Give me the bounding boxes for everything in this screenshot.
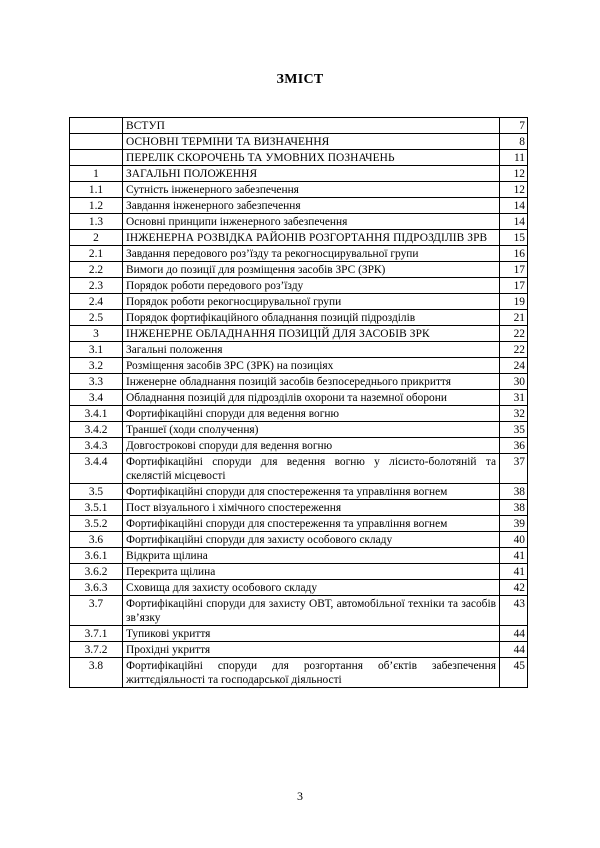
toc-section-title: Порядок фортифікаційного обладнання позицій підрозділів (123, 310, 500, 326)
toc-page-number: 16 (500, 246, 528, 262)
toc-section-title: Фортифікаційні споруди для спостереження та управління вогнем (123, 516, 500, 532)
toc-row (70, 182, 528, 198)
toc-row (70, 278, 528, 294)
toc-row (70, 438, 528, 454)
toc-page-number: 32 (500, 406, 528, 422)
toc-section-title: Загальні положення (123, 342, 500, 358)
table-of-contents (69, 117, 528, 688)
toc-section-title: Відкрита щілина (123, 548, 500, 564)
toc-section-title: Фортифікаційні споруди для ведення вогню у лісисто-болотяній та скелястій місцевості (123, 454, 500, 484)
toc-section-number: 3.6.1 (70, 548, 123, 564)
toc-row (70, 548, 528, 564)
toc-section-number: 1.3 (70, 214, 123, 230)
toc-row (70, 516, 528, 532)
toc-page-number: 8 (500, 134, 528, 150)
toc-section-number: 3.6.3 (70, 580, 123, 596)
toc-section-title: Розміщення засобів ЗРС (ЗРК) на позиціях (123, 358, 500, 374)
toc-section-title: ПЕРЕЛІК СКОРОЧЕНЬ ТА УМОВНИХ ПОЗНАЧЕНЬ (123, 150, 500, 166)
toc-page-number: 41 (500, 564, 528, 580)
toc-section-title: Фортифікаційні споруди для захисту особового складу (123, 532, 500, 548)
toc-row (70, 500, 528, 516)
toc-section-title: Траншеї (ходи сполучення) (123, 422, 500, 438)
toc-row (70, 326, 528, 342)
toc-section-title: ЗАГАЛЬНІ ПОЛОЖЕННЯ (123, 166, 500, 182)
toc-section-title: ІНЖЕНЕРНЕ ОБЛАДНАННЯ ПОЗИЦІЙ ДЛЯ ЗАСОБІВ ЗРК (123, 326, 500, 342)
toc-section-number: 3.1 (70, 342, 123, 358)
toc-row (70, 150, 528, 166)
toc-page-number: 39 (500, 516, 528, 532)
toc-row (70, 658, 528, 688)
toc-row (70, 484, 528, 500)
toc-row (70, 198, 528, 214)
toc-section-title: ІНЖЕНЕРНА РОЗВІДКА РАЙОНІВ РОЗГОРТАННЯ ПІДРОЗДІЛІВ ЗРВ (123, 230, 500, 246)
page-number: 3 (297, 789, 303, 803)
toc-section-number: 3.4.3 (70, 438, 123, 454)
toc-section-title: Сутність інженерного забезпечення (123, 182, 500, 198)
toc-page-number: 7 (500, 118, 528, 134)
toc-section-title: Обладнання позицій для підрозділів охорони та наземної оборони (123, 390, 500, 406)
toc-section-number: 2.3 (70, 278, 123, 294)
toc-section-number: 2.1 (70, 246, 123, 262)
toc-section-title: Пост візуального і хімічного спостереження (123, 500, 500, 516)
toc-section-number: 2.4 (70, 294, 123, 310)
toc-section-number: 3.5.1 (70, 500, 123, 516)
toc-section-number: 3.4.1 (70, 406, 123, 422)
toc-page-number: 15 (500, 230, 528, 246)
toc-row (70, 294, 528, 310)
toc-row (70, 596, 528, 626)
toc-section-title: Сховища для захисту особового складу (123, 580, 500, 596)
toc-section-number: 3.7.2 (70, 642, 123, 658)
toc-page-number: 17 (500, 262, 528, 278)
toc-section-title: Порядок роботи передового роз’їзду (123, 278, 500, 294)
page-title: ЗМІСТ (276, 72, 324, 87)
toc-section-number: 3.4.2 (70, 422, 123, 438)
toc-section-number (70, 118, 123, 134)
toc-page-number: 45 (500, 658, 528, 688)
toc-section-number: 3.3 (70, 374, 123, 390)
toc-row (70, 358, 528, 374)
toc-page-number: 43 (500, 596, 528, 626)
toc-section-title: ВСТУП (123, 118, 500, 134)
toc-section-title: Завдання інженерного забезпечення (123, 198, 500, 214)
toc-section-number: 3 (70, 326, 123, 342)
toc-row (70, 422, 528, 438)
toc-row (70, 406, 528, 422)
toc-page-number: 41 (500, 548, 528, 564)
toc-row (70, 626, 528, 642)
toc-section-number: 3.6.2 (70, 564, 123, 580)
toc-section-title: Фортифікаційні споруди для захисту ОВТ, автомобільної техніки та засобів зв’язку (123, 596, 500, 626)
toc-page-number: 31 (500, 390, 528, 406)
toc-row (70, 214, 528, 230)
toc-row (70, 342, 528, 358)
toc-page-number: 42 (500, 580, 528, 596)
toc-page-number: 17 (500, 278, 528, 294)
toc-section-number: 3.7 (70, 596, 123, 626)
toc-page-number: 30 (500, 374, 528, 390)
toc-page-number: 38 (500, 484, 528, 500)
toc-row (70, 564, 528, 580)
toc-section-number: 3.4 (70, 390, 123, 406)
toc-section-number: 2 (70, 230, 123, 246)
toc-row (70, 246, 528, 262)
toc-section-number: 3.5.2 (70, 516, 123, 532)
toc-row (70, 134, 528, 150)
toc-row (70, 454, 528, 484)
toc-section-number (70, 134, 123, 150)
toc-page-number: 14 (500, 198, 528, 214)
toc-section-title: Фортифікаційні споруди для спостереження та управління вогнем (123, 484, 500, 500)
toc-page-number: 24 (500, 358, 528, 374)
toc-page-number: 36 (500, 438, 528, 454)
toc-row (70, 642, 528, 658)
toc-row (70, 390, 528, 406)
toc-page-number: 12 (500, 166, 528, 182)
toc-section-number (70, 150, 123, 166)
toc-page-number: 37 (500, 454, 528, 484)
toc-row (70, 532, 528, 548)
toc-section-number: 3.8 (70, 658, 123, 688)
toc-section-title: Прохідні укриття (123, 642, 500, 658)
toc-section-title: Довгострокові споруди для ведення вогню (123, 438, 500, 454)
toc-row (70, 118, 528, 134)
toc-section-title: Порядок роботи рекогносцирувальної групи (123, 294, 500, 310)
toc-section-title: Завдання передового роз’їзду та рекогносцирувальної групи (123, 246, 500, 262)
toc-section-number: 3.4.4 (70, 454, 123, 484)
toc-body (70, 118, 528, 688)
toc-page-number: 22 (500, 326, 528, 342)
toc-section-number: 3.6 (70, 532, 123, 548)
toc-page-number: 35 (500, 422, 528, 438)
toc-section-title: Інженерне обладнання позицій засобів безпосереднього прикриття (123, 374, 500, 390)
toc-section-number: 1 (70, 166, 123, 182)
toc-section-title: Тупикові укриття (123, 626, 500, 642)
toc-row (70, 230, 528, 246)
toc-page-number: 40 (500, 532, 528, 548)
toc-section-title: Перекрита щілина (123, 564, 500, 580)
toc-page-number: 21 (500, 310, 528, 326)
toc-page-number: 11 (500, 150, 528, 166)
toc-section-title: Основні принципи інженерного забезпечення (123, 214, 500, 230)
toc-page-number: 12 (500, 182, 528, 198)
toc-row (70, 310, 528, 326)
toc-section-number: 2.2 (70, 262, 123, 278)
toc-section-title: ОСНОВНІ ТЕРМІНИ ТА ВИЗНАЧЕННЯ (123, 134, 500, 150)
toc-row (70, 262, 528, 278)
toc-section-number: 3.5 (70, 484, 123, 500)
toc-row (70, 166, 528, 182)
toc-page-number: 22 (500, 342, 528, 358)
toc-section-number: 1.1 (70, 182, 123, 198)
toc-row (70, 580, 528, 596)
toc-section-number: 3.7.1 (70, 626, 123, 642)
toc-section-number: 2.5 (70, 310, 123, 326)
toc-section-number: 3.2 (70, 358, 123, 374)
toc-row (70, 374, 528, 390)
toc-page-number: 14 (500, 214, 528, 230)
toc-page-number: 44 (500, 626, 528, 642)
toc-section-title: Фортифікаційні споруди для ведення вогню (123, 406, 500, 422)
toc-section-title: Вимоги до позиції для розміщення засобів ЗРС (ЗРК) (123, 262, 500, 278)
toc-section-number: 1.2 (70, 198, 123, 214)
toc-page-number: 19 (500, 294, 528, 310)
toc-page-number: 44 (500, 642, 528, 658)
toc-section-title: Фортифікаційні споруди для розгортання об’єктів забезпечення життєдіяльності та господарської діяльності (123, 658, 500, 688)
toc-page-number: 38 (500, 500, 528, 516)
